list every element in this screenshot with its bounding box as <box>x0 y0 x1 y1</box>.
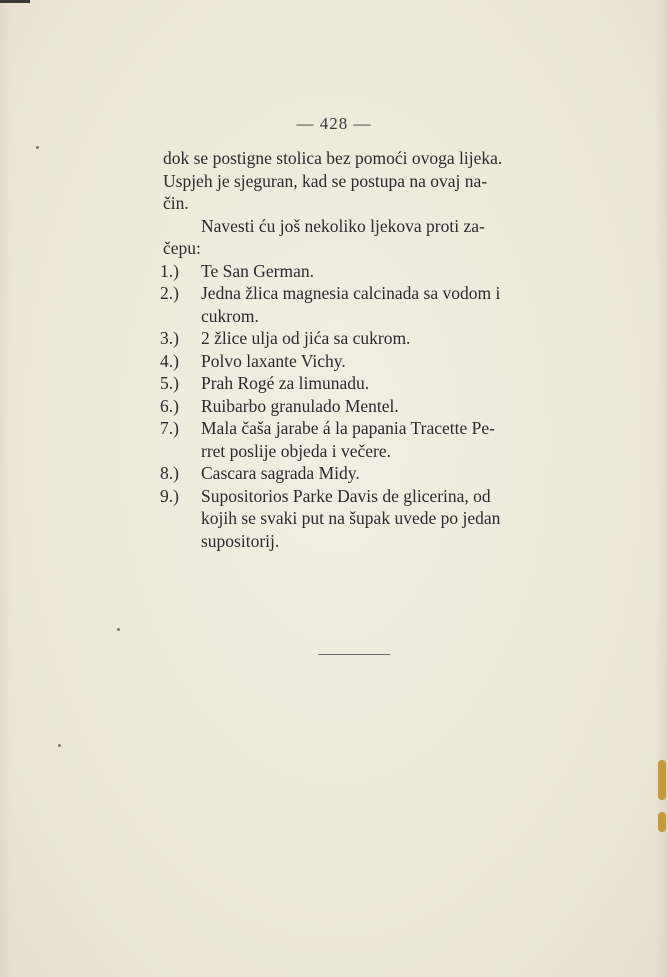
paper-speck <box>58 744 61 747</box>
list-item-7 <box>160 417 555 462</box>
list-item-number: 3.) <box>160 328 179 348</box>
text-line: čin. <box>163 193 189 213</box>
paper-stain <box>658 812 666 832</box>
text-line: dok se postigne stolica bez pomoći ovoga lijeka. <box>163 148 503 168</box>
text-line: Uspjeh je sjeguran, kad se postupa na ovaj na- <box>163 170 488 191</box>
list-item-number: 1.) <box>160 260 179 281</box>
text-line: Navesti ću još nekoliko ljekova proti za- <box>201 215 485 236</box>
list-item-5 <box>160 372 555 395</box>
list-item-text: Cascara sagrada Midy. <box>201 463 360 483</box>
list-item-9 <box>160 485 555 553</box>
list-item-3 <box>160 327 555 350</box>
list-item-text: Jedna žlica magnesia calcinada sa vodom i <box>201 283 501 303</box>
list-item-1 <box>160 260 555 283</box>
list-item-text: cukrom. <box>201 305 259 326</box>
list-item-text: Polvo laxante Vichy. <box>201 350 346 371</box>
corner-mark <box>0 0 30 3</box>
list-item-8 <box>160 462 555 485</box>
list-item-text: supositorij. <box>201 530 280 551</box>
list-item-text: 2 žlice ulja od jića sa cukrom. <box>201 328 411 348</box>
list-item-number: 7.) <box>160 418 179 438</box>
page-left-shadow <box>0 0 10 977</box>
list-item-text: Prah Rogé za limunadu. <box>201 373 370 393</box>
list-item-text: Mala čaša jarabe á la papania Tracette Pe- <box>201 418 495 438</box>
paper-speck <box>117 628 120 631</box>
list-item-number: 8.) <box>160 463 179 483</box>
list-item-text: Ruibarbo granulado Mentel. <box>201 395 399 416</box>
list-item-text: rret poslije objeda i večere. <box>201 440 391 461</box>
list-item-4 <box>160 350 555 373</box>
paper-speck <box>36 146 39 149</box>
list-item-6 <box>160 395 555 418</box>
text-line: čepu: <box>163 238 201 258</box>
section-divider <box>318 654 390 655</box>
list-item-number: 9.) <box>160 485 179 506</box>
page-body <box>160 147 555 552</box>
paper-stain <box>658 760 666 800</box>
list-item-2 <box>160 282 555 327</box>
list-item-number: 5.) <box>160 373 179 393</box>
list-item-number: 6.) <box>160 395 179 416</box>
list-item-text: Supositorios Parke Davis de glicerina, od <box>201 485 491 506</box>
list-item-text: kojih se svaki put na šupak uvede po jedan <box>201 508 501 528</box>
list-item-text: Te San German. <box>201 260 314 281</box>
list-item-number: 2.) <box>160 283 179 303</box>
list-item-number: 4.) <box>160 350 179 371</box>
page-number: — 428 — <box>296 114 372 133</box>
